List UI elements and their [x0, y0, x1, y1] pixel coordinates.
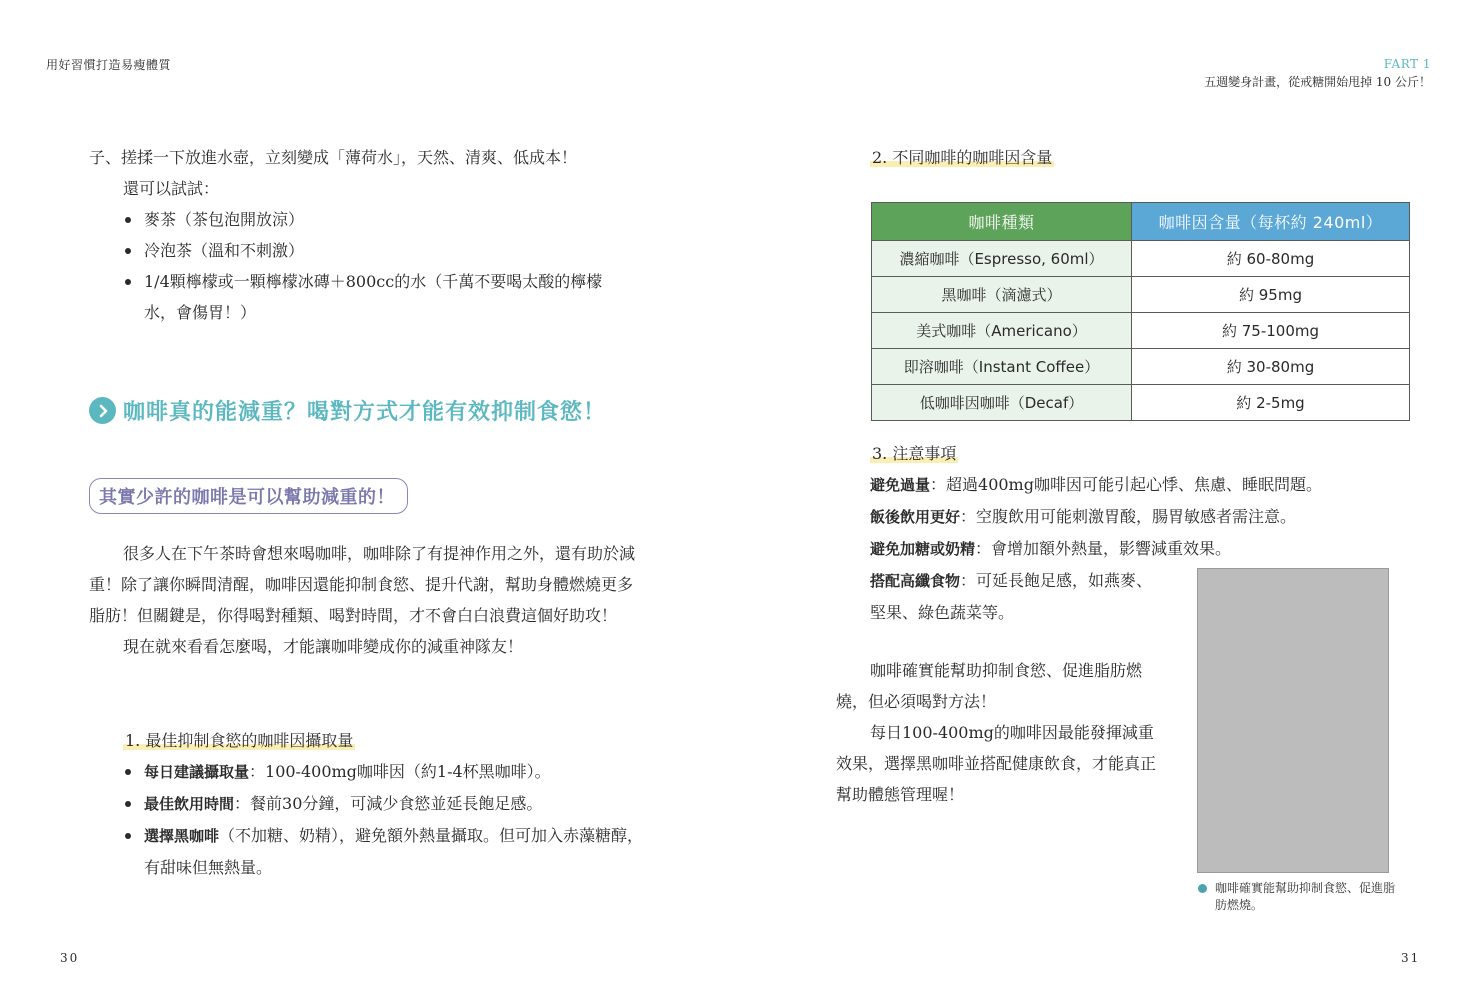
table-row: [872, 349, 1410, 385]
subheading-2: 2. 不同咖啡的咖啡因含量: [872, 148, 1053, 167]
note-bold: 避免過量: [870, 476, 931, 494]
table-header-row: [872, 203, 1410, 241]
caption-bullet-icon: [1198, 884, 1207, 893]
page-number-right: 31: [1401, 951, 1421, 965]
list-item: [123, 788, 648, 820]
list-item: 冷泡茶（溫和不刺激）: [123, 235, 649, 266]
part-label: FART 1: [1383, 57, 1431, 71]
item-text: ：餐前30分鐘，可減少食慾並延長飽足感。: [234, 794, 543, 813]
subheading: [870, 142, 1054, 173]
note-item: [870, 565, 1166, 628]
table-cell: 約 30-80mg: [1132, 349, 1410, 385]
section-heading: [89, 395, 606, 426]
table-cell: 濃縮咖啡（Espresso, 60ml）: [872, 241, 1132, 277]
table-header-type: 咖啡種類: [872, 203, 1132, 241]
list-item: [123, 756, 648, 788]
table-row: [872, 385, 1410, 421]
note-item: [870, 501, 1350, 533]
item-bold: 選擇黑咖啡: [144, 827, 220, 845]
note-bold: 避免加糖或奶精: [870, 540, 976, 558]
caffeine-table: [871, 202, 1410, 421]
photo-caption: [1198, 880, 1398, 914]
page-number-left: 30: [60, 951, 80, 965]
table-cell: 約 95mg: [1132, 277, 1410, 313]
item-bold: 最佳飲用時間: [144, 795, 235, 813]
chapter-title: 五週變身計畫，從戒糖開始甩掉 10 公斤！: [1204, 75, 1431, 89]
item-bold: 每日建議攝取量: [144, 763, 250, 781]
note-bold: 搭配高纖食物: [870, 572, 961, 590]
list-item: 1/4顆檸檬或一顆檸檬冰磚＋800cc的水（千萬不要喝太酸的檸檬水，會傷胃！）: [123, 266, 624, 328]
try-line: 還可以試試：: [123, 179, 220, 198]
chevron-right-icon: [89, 397, 116, 424]
table-cell: 美式咖啡（Americano）: [872, 313, 1132, 349]
note-bold: 飯後飲用更好: [870, 508, 961, 526]
paragraph: 每日100-400mg的咖啡因最能發揮減重效果，選擇黑咖啡並搭配健康飲食，才能真正幫助體態管理喔！: [836, 723, 1157, 804]
note-item: [870, 533, 1350, 565]
caffeine-table-wrap: [871, 202, 1410, 421]
photo: [1197, 568, 1389, 873]
note-text: ：超過400mg咖啡因可能引起心悸、焦慮、睡眠問題。: [930, 475, 1322, 494]
subheading-3: 3. 注意事項: [872, 444, 957, 463]
appetite-section: [123, 725, 648, 883]
table-cell: 約 60-80mg: [1132, 241, 1410, 277]
table-header-amount: 咖啡因含量（每杯約 240ml）: [1132, 203, 1410, 241]
subheading: [870, 438, 1350, 469]
subheading-1: 1. 最佳抑制食慾的咖啡因攝取量: [125, 731, 354, 750]
paragraph: 很多人在下午茶時會想來喝咖啡，咖啡除了有提神作用之外，還有助於減重！除了讓你瞬間清醒，咖啡因還能抑制食慾、提升代謝，幫助身體燃燒更多脂肪！但關鍵是，你得喝對種類、喝對時間，才不會白白浪費這個好助攻！: [89, 544, 636, 625]
table-row: [872, 277, 1410, 313]
table-cell: 約 2-5mg: [1132, 385, 1410, 421]
table-cell: 約 75-100mg: [1132, 313, 1410, 349]
intro-line: 子、搓揉一下放進水壺，立刻變成「薄荷水」，天然、清爽、低成本！: [89, 148, 578, 167]
running-head-right: [1204, 55, 1431, 91]
running-head-left: 用好習慣打造易瘦體質: [46, 58, 172, 72]
paragraph: 咖啡確實能幫助抑制食慾、促進脂肪燃燒，但必須喝對方法！: [836, 661, 1143, 711]
note-text: ：可延長飽足感，如燕麥、堅果、綠色蔬菜等。: [870, 571, 1153, 622]
appetite-list: [123, 756, 648, 883]
note-text: ：空腹飲用可能刺激胃酸，腸胃敏感者需注意。: [960, 507, 1297, 526]
try-list: [123, 204, 649, 328]
subheading: [123, 725, 648, 756]
closing-block: [836, 655, 1166, 810]
table-row: [872, 241, 1410, 277]
section-title: 咖啡真的能減重？喝對方式才能有效抑制食慾！: [123, 400, 607, 425]
note-item: [870, 469, 1350, 501]
paragraph: 現在就來看看怎麼喝，才能讓咖啡變成你的減重神隊友！: [123, 637, 524, 656]
table-cell: 黑咖啡（滴濾式）: [872, 277, 1132, 313]
callout-text: 其實少許的咖啡是可以幫助減重的！: [99, 487, 395, 508]
callout-box: [89, 478, 408, 514]
caption-text: 咖啡確實能幫助抑制食慾、促進脂肪燃燒。: [1215, 881, 1396, 912]
item-text: （不加糖、奶精），避免額外熱量攝取。但可加入赤藻糖醇，有甜味但無熱量。: [144, 826, 644, 877]
intro-block: [89, 142, 649, 328]
list-item: [123, 820, 648, 883]
list-item: 麥茶（茶包泡開放涼）: [123, 204, 649, 235]
table-cell: 低咖啡因咖啡（Decaf）: [872, 385, 1132, 421]
table-cell: 即溶咖啡（Instant Coffee）: [872, 349, 1132, 385]
table-row: [872, 313, 1410, 349]
item-text: ：100-400mg咖啡因（約1-4杯黑咖啡）。: [249, 762, 551, 781]
paragraph-block: [89, 538, 645, 662]
note-text: ：會增加額外熱量，影響減重效果。: [975, 539, 1232, 558]
